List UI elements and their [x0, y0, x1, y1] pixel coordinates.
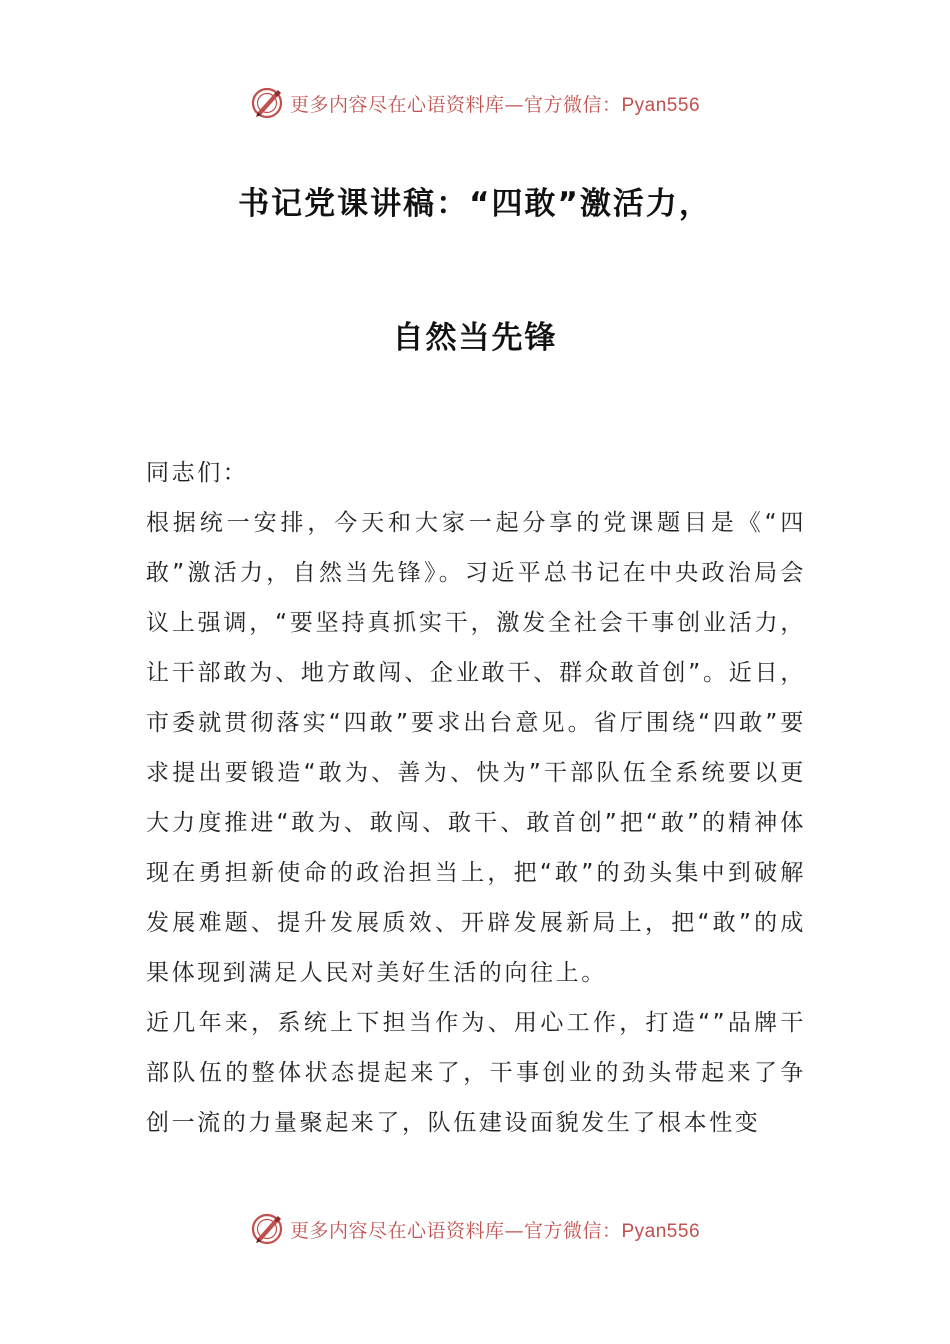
- pen-circle-logo-icon: [250, 86, 284, 120]
- header-wechat-id: Pyan556: [621, 94, 701, 116]
- page-title-line2: 自然当先锋: [392, 320, 558, 356]
- footer-banner: [0, 1209, 950, 1249]
- paragraph-2: 近几年来，系统上下担当作为、用心工作，打造“”品牌干部队伍的整体状态提起来了，干事创业的劲头带起来了争创一流的力量聚起来了，队伍建设面貌发生了根本性变: [146, 1010, 806, 1136]
- document-body: [146, 448, 806, 1148]
- footer-wechat-id: Pyan556: [621, 1220, 701, 1242]
- page-title-line1: 书记党课讲稿：“四敢”激活力，: [238, 186, 712, 222]
- paragraph-1: 根据统一安排，今天和大家一起分享的党课题目是《“四敢”激活力，自然当先锋》。习近平总书记在中央政治局会议上强调，“要坚持真抓实干，激发全社会干事创业活力，让干部敢为、地方敢闯、企业敢干、群众敢首创”。近日，市委就贯彻落实“四敢”要求出台意见。省厅围绕“四敢”要求提出要锻造“敢为、善为、快为”干部队伍全系统要以更大力度推进“敢为、敢闯、敢干、敢首创”把“敢”的精神体现在勇担新使命的政治担当上，把“敢”的劲头集中到破解发展难题、提升发展质效、开辟发展新局上，把“敢”的成果体现到满足人民对美好生活的向往上。: [146, 510, 806, 986]
- footer-banner-text: 更多内容尽在心语资料库—官方微信：Pyan556: [289, 1219, 701, 1242]
- header-banner: [0, 83, 950, 123]
- salutation: 同志们：: [146, 460, 249, 486]
- header-banner-text: 更多内容尽在心语资料库—官方微信：Pyan556: [289, 93, 701, 116]
- pen-circle-logo-icon: [250, 1212, 284, 1246]
